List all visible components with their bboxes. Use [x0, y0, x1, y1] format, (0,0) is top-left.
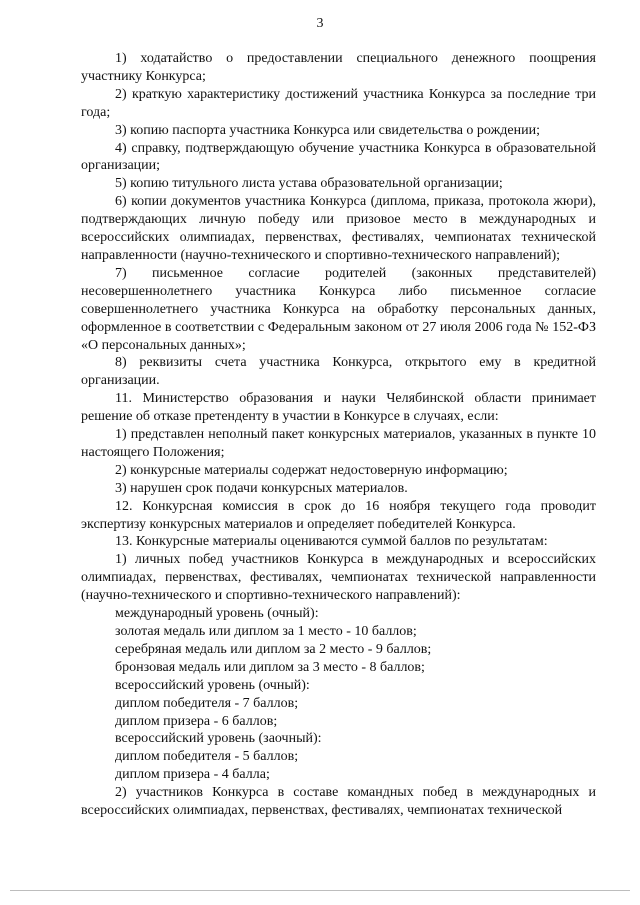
paragraph: 2) конкурсные материалы содержат недостоверную информацию; [115, 462, 508, 478]
paragraph: 2) краткую характеристику достижений участника Конкурса за последние три года; [81, 86, 596, 120]
list-item: бронзовая медаль или диплом за 3 место - 8 баллов; [115, 659, 425, 675]
list-item: серебряная медаль или диплом за 2 место - 9 баллов; [115, 641, 432, 657]
document-body [81, 50, 596, 820]
list-item: диплом призера - 6 баллов; [115, 713, 278, 729]
list-item: диплом победителя - 5 баллов; [115, 749, 299, 765]
list-item: всероссийский уровень (заочный): [115, 731, 322, 747]
paragraph: 12. Конкурсная комиссия в срок до 16 ноября текущего года проводит экспертизу конкурсных материалов и определяет победителей Конкурса. [81, 498, 596, 532]
page-number: 3 [316, 16, 324, 31]
list-item: всероссийский уровень (очный): [115, 677, 310, 693]
paragraph: 2) участников Конкурса в составе командных побед в международных и всероссийских олимпиадах, первенствах, фестивалях, чемпионатах технической [81, 785, 596, 819]
paragraph: 3) нарушен срок подачи конкурсных материалов. [115, 480, 408, 496]
list-item: золотая медаль или диплом за 1 место - 10 баллов; [115, 624, 417, 639]
paragraph: 1) личных побед участников Конкурса в международных и всероссийских олимпиадах, первенствах, фестивалях, чемпионатах технической направленности (научно-технического и спортивно-технического направлений): [81, 552, 596, 604]
list-item: диплом победителя - 7 баллов; [115, 695, 299, 711]
paragraph: 13. Конкурсные материалы оцениваются суммой баллов по результатам: [115, 534, 548, 550]
paragraph: 7) письменное согласие родителей (законных представителей) несовершеннолетнего участника Конкурса либо письменное согласие совершеннолетнего участника Конкурса на обработку персональных данных, оформленное в соответствии с Федеральным законом от 27 июля 2006 года № 152-ФЗ «О персональных данных»; [81, 265, 596, 353]
paragraph: 1) представлен неполный пакет конкурсных материалов, указанных в пункте 10 настоящего Положения; [81, 427, 596, 460]
paragraph: 4) справку, подтверждающую обучение участника Конкурса в образовательной организации; [81, 140, 596, 174]
paragraph: 11. Министерство образования и науки Челябинской области принимает решение об отказе претенденту в участии в Конкурсе в случаях, если: [81, 391, 596, 425]
paragraph: 5) копию титульного листа устава образовательной организации; [115, 176, 503, 192]
list-item: диплом призера - 4 балла; [115, 767, 270, 783]
bottom-rule [10, 890, 630, 891]
paragraph: 1) ходатайство о предоставлении специального денежного поощрения участнику Конкурса; [81, 51, 596, 84]
paragraph: 8) реквизиты счета участника Конкурса, открытого ему в кредитной организации. [81, 355, 596, 389]
paragraph: 6) копии документов участника Конкурса (диплома, приказа, протокола жюри), подтверждающих личную победу или призовое место в международных и всероссийских олимпиадах, первенствах, фестивалях, чемпионатах технической направленности (научно-технического и спортивно-технического направлений); [81, 194, 596, 263]
list-item: международный уровень (очный): [115, 606, 319, 622]
paragraph: 3) копию паспорта участника Конкурса или свидетельства о рождении; [115, 122, 540, 138]
